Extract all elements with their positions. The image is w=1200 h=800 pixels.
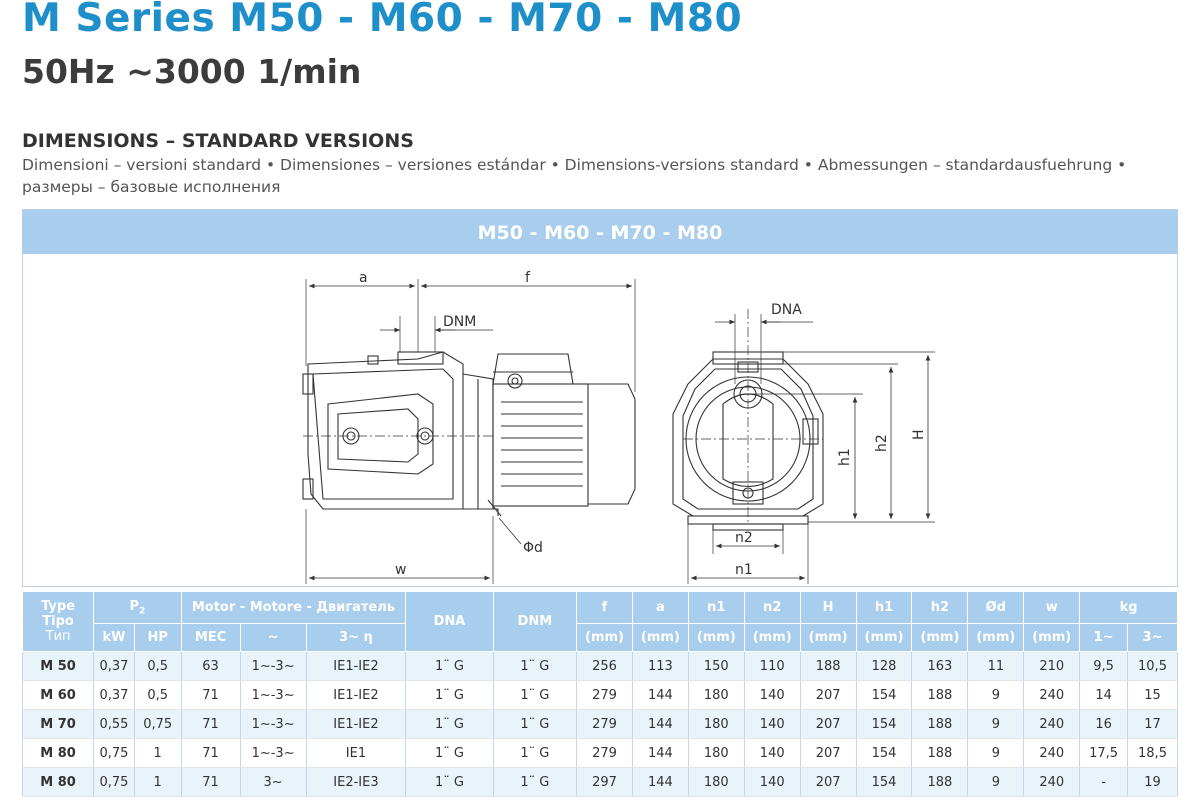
table-cell: 18,5 xyxy=(1127,739,1177,768)
header-n1: n1 xyxy=(688,592,744,624)
header-motor: Motor - Motore - Двигатель xyxy=(181,592,406,624)
table-cell: 180 xyxy=(688,739,744,768)
table-cell: 207 xyxy=(800,710,856,739)
unit-H: (mm) xyxy=(800,624,856,652)
table-cell: 1¨ G xyxy=(493,652,576,681)
table-cell: 140 xyxy=(744,739,800,768)
table-cell: 1~-3~ xyxy=(240,710,306,739)
table-cell: 154 xyxy=(856,768,912,797)
table-cell: 188 xyxy=(912,681,968,710)
table-cell-type: M 50 xyxy=(23,652,94,681)
table-cell: 71 xyxy=(181,768,240,797)
table-cell: 0,75 xyxy=(94,768,135,797)
table-cell: 10,5 xyxy=(1127,652,1177,681)
table-cell: 188 xyxy=(912,710,968,739)
label-n2: n2 xyxy=(735,530,753,546)
table-cell: 0,5 xyxy=(134,681,181,710)
table-cell: IE1-IE2 xyxy=(306,681,406,710)
table-cell: 1~-3~ xyxy=(240,681,306,710)
table-cell: IE2-IE3 xyxy=(306,768,406,797)
header-mec: MEC xyxy=(181,624,240,652)
header-kw: kW xyxy=(94,624,135,652)
table-cell: 1¨ G xyxy=(406,710,493,739)
table-cell: 240 xyxy=(1024,739,1080,768)
table-cell: 1¨ G xyxy=(406,652,493,681)
table-cell: 279 xyxy=(577,710,633,739)
table-cell: 128 xyxy=(856,652,912,681)
table-cell-type: M 70 xyxy=(23,710,94,739)
table-row xyxy=(23,710,1178,739)
header-w: w xyxy=(1024,592,1080,624)
table-cell: 1¨ G xyxy=(406,681,493,710)
table-cell: 240 xyxy=(1024,681,1080,710)
table-cell: 163 xyxy=(912,652,968,681)
table-cell: 0,37 xyxy=(94,652,135,681)
table-cell: 256 xyxy=(577,652,633,681)
table-cell: 188 xyxy=(912,739,968,768)
unit-h1: (mm) xyxy=(856,624,912,652)
table-row xyxy=(23,652,1178,681)
table-cell: 1¨ G xyxy=(406,768,493,797)
table-cell: 17 xyxy=(1127,710,1177,739)
header-h1: h1 xyxy=(856,592,912,624)
table-cell: 9 xyxy=(968,710,1024,739)
table-cell: 110 xyxy=(744,652,800,681)
header-H: H xyxy=(800,592,856,624)
table-cell: 0,75 xyxy=(134,710,181,739)
label-a: a xyxy=(359,270,368,286)
pump-dimension-drawing xyxy=(23,254,1179,588)
table-row xyxy=(23,768,1178,797)
table-cell: 1~-3~ xyxy=(240,652,306,681)
table-cell: - xyxy=(1080,768,1128,797)
table-cell: 15 xyxy=(1127,681,1177,710)
table-cell: 113 xyxy=(632,652,688,681)
table-cell: IE1-IE2 xyxy=(306,652,406,681)
table-cell: 180 xyxy=(688,768,744,797)
label-phi-d: Φd xyxy=(523,540,543,556)
table-cell: 297 xyxy=(577,768,633,797)
page-subtitle: 50Hz ~3000 1/min xyxy=(22,52,362,91)
table-cell: 144 xyxy=(632,710,688,739)
header-kg: kg xyxy=(1080,592,1178,624)
table-cell: 154 xyxy=(856,710,912,739)
table-cell: 63 xyxy=(181,652,240,681)
label-f: f xyxy=(525,270,530,286)
table-cell: 1¨ G xyxy=(406,739,493,768)
label-H: H xyxy=(911,429,927,440)
table-cell: 150 xyxy=(688,652,744,681)
pump-front-view xyxy=(673,309,935,584)
header-p2: $P_2$ xyxy=(94,592,181,624)
section-heading: DIMENSIONS – STANDARD VERSIONS xyxy=(22,130,414,152)
header-dnm: DNM xyxy=(493,592,576,652)
table-cell: 71 xyxy=(181,710,240,739)
header-phase: ~ xyxy=(240,624,306,652)
table-cell: 0,55 xyxy=(94,710,135,739)
header-h2: h2 xyxy=(912,592,968,624)
table-cell: 1~-3~ xyxy=(240,739,306,768)
unit-n2: (mm) xyxy=(744,624,800,652)
table-cell: 279 xyxy=(577,739,633,768)
unit-h2: (mm) xyxy=(912,624,968,652)
table-row xyxy=(23,739,1178,768)
table-cell: 14 xyxy=(1080,681,1128,710)
label-n1: n1 xyxy=(735,562,753,578)
table-cell: 19 xyxy=(1127,768,1177,797)
table-cell: 16 xyxy=(1080,710,1128,739)
table-cell: 17,5 xyxy=(1080,739,1128,768)
label-dna: DNA xyxy=(771,302,802,318)
table-cell: 144 xyxy=(632,739,688,768)
table-cell: 1¨ G xyxy=(493,710,576,739)
table-cell: 207 xyxy=(800,739,856,768)
table-cell: 188 xyxy=(800,652,856,681)
unit-n1: (mm) xyxy=(688,624,744,652)
table-cell: 144 xyxy=(632,768,688,797)
header-kg-single: 1~ xyxy=(1080,624,1128,652)
table-cell: IE1-IE2 xyxy=(306,710,406,739)
table-cell: 9 xyxy=(968,768,1024,797)
header-hp: HP xyxy=(134,624,181,652)
header-n2: n2 xyxy=(744,592,800,624)
table-cell: 140 xyxy=(744,768,800,797)
table-cell: 140 xyxy=(744,710,800,739)
table-cell: 180 xyxy=(688,681,744,710)
header-dna: DNA xyxy=(406,592,493,652)
header-type: Type Tipo Тип xyxy=(23,592,94,652)
table-cell: 71 xyxy=(181,739,240,768)
table-cell: 154 xyxy=(856,739,912,768)
table-cell: 144 xyxy=(632,681,688,710)
table-cell: 9 xyxy=(968,739,1024,768)
label-h2: h2 xyxy=(874,434,890,452)
table-row xyxy=(23,681,1178,710)
table-cell-type: M 80 xyxy=(23,739,94,768)
header-efficiency: 3~ η xyxy=(306,624,406,652)
table-cell: 154 xyxy=(856,681,912,710)
label-w: w xyxy=(395,562,407,578)
unit-f: (mm) xyxy=(577,624,633,652)
page-title: M Series M50 - M60 - M70 - M80 xyxy=(22,0,743,41)
table-cell: 188 xyxy=(912,768,968,797)
motor-fins xyxy=(501,402,583,486)
unit-w: (mm) xyxy=(1024,624,1080,652)
table-cell-type: M 60 xyxy=(23,681,94,710)
table-cell: 207 xyxy=(800,681,856,710)
table-cell: 9,5 xyxy=(1080,652,1128,681)
table-cell-type: M 80 xyxy=(23,768,94,797)
unit-a: (mm) xyxy=(632,624,688,652)
table-cell: 0,5 xyxy=(134,652,181,681)
table-cell: 3~ xyxy=(240,768,306,797)
table-cell: 0,75 xyxy=(94,739,135,768)
header-f: f xyxy=(577,592,633,624)
label-h1: h1 xyxy=(837,448,853,466)
unit-d: (mm) xyxy=(968,624,1024,652)
header-a: a xyxy=(632,592,688,624)
dimension-drawing-panel xyxy=(22,209,1178,587)
table-cell: 207 xyxy=(800,768,856,797)
header-d: Ød xyxy=(968,592,1024,624)
table-cell: 240 xyxy=(1024,768,1080,797)
table-cell: 9 xyxy=(968,681,1024,710)
section-translations: Dimensioni – versioni standard • Dimensiones – versiones estándar • Dimensions-versions standard • Abmessungen – standardausfuehrung • размеры – базовые исполнения xyxy=(22,156,1127,196)
table-cell: 1¨ G xyxy=(493,768,576,797)
table-cell: 0,37 xyxy=(94,681,135,710)
table-cell: 11 xyxy=(968,652,1024,681)
label-dnm: DNM xyxy=(443,314,477,330)
table-cell: IE1 xyxy=(306,739,406,768)
table-cell: 1 xyxy=(134,739,181,768)
table-cell: 180 xyxy=(688,710,744,739)
table-cell: 1¨ G xyxy=(493,681,576,710)
table-cell: 279 xyxy=(577,681,633,710)
table-cell: 1¨ G xyxy=(493,739,576,768)
table-cell: 240 xyxy=(1024,710,1080,739)
table-cell: 71 xyxy=(181,681,240,710)
specifications-table xyxy=(22,591,1178,797)
drawing-title: M50 - M60 - M70 - M80 xyxy=(23,210,1177,254)
table-cell: 1 xyxy=(134,768,181,797)
table-cell: 140 xyxy=(744,681,800,710)
table-cell: 210 xyxy=(1024,652,1080,681)
header-kg-three: 3~ xyxy=(1127,624,1177,652)
